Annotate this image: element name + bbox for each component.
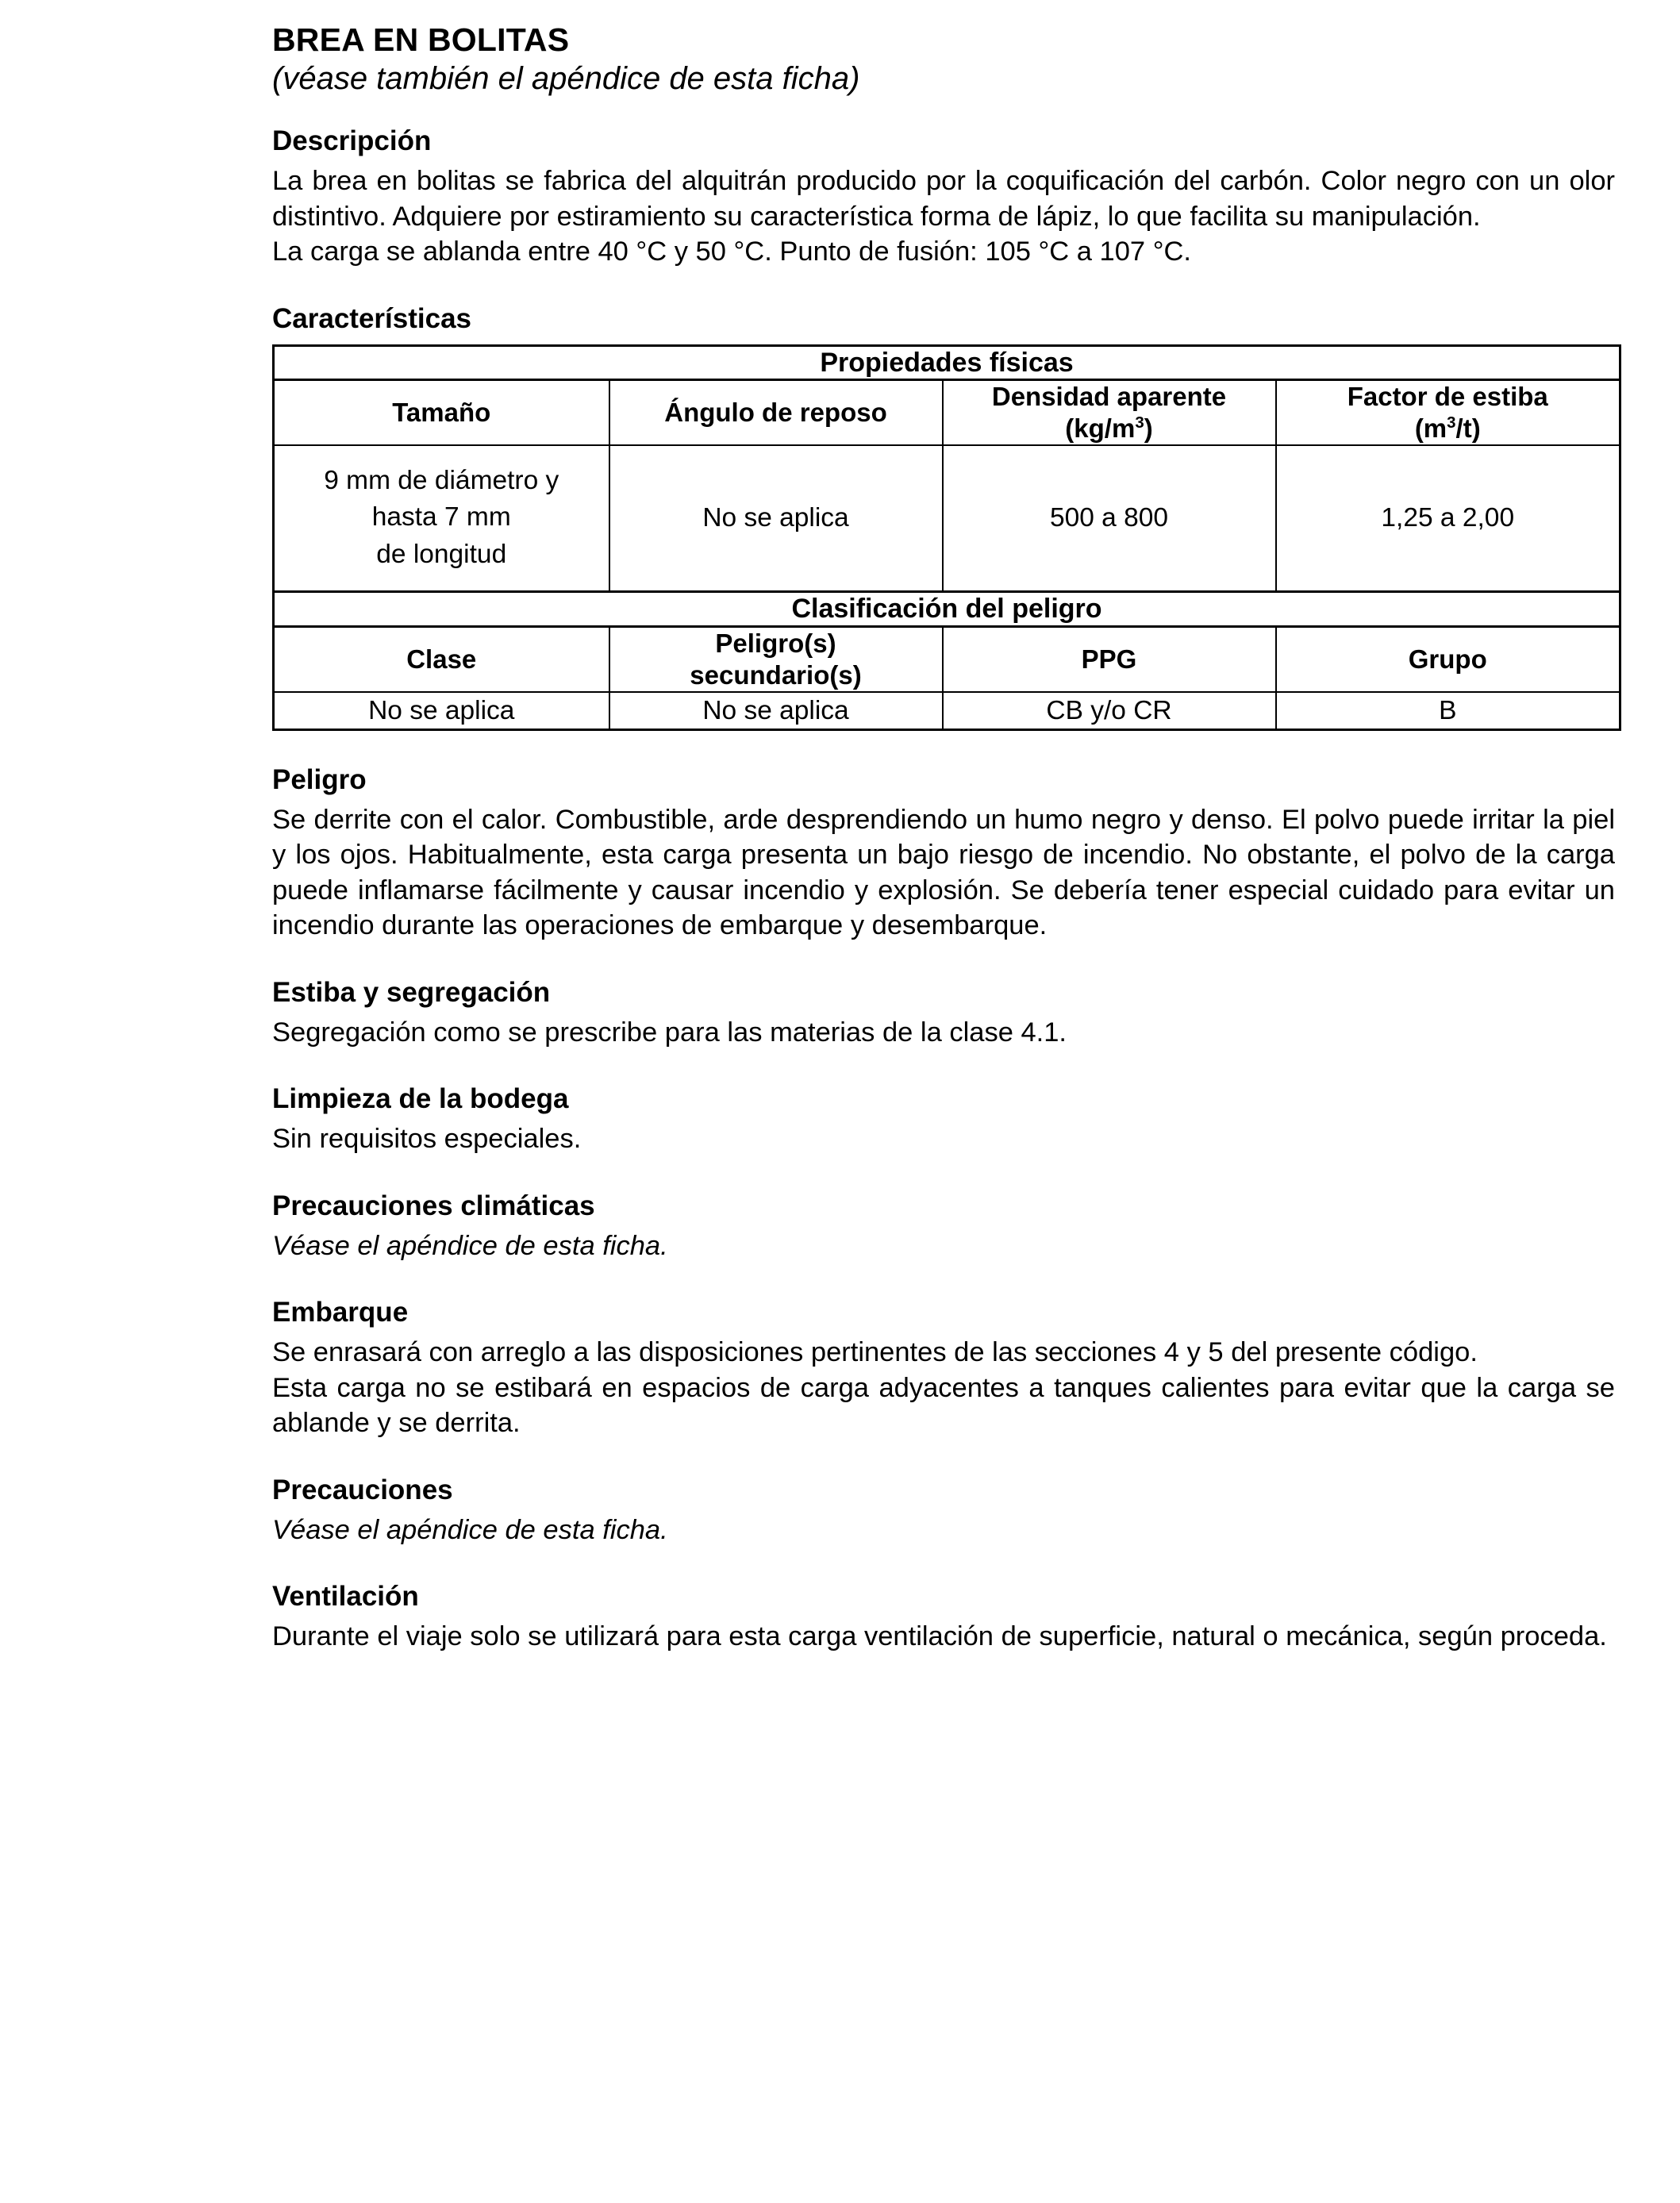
spacer [272,731,1615,763]
table-header-row-physical [274,380,1620,445]
header-peligros-line1: Peligro(s) [715,628,836,658]
value-tamano-line2: hasta 7 mm [371,502,511,532]
limpieza-bodega-paragraph-1: Sin requisitos especiales. [272,1124,582,1155]
heading-embarque: Embarque [272,1297,409,1328]
descripcion-paragraph-2: La carga se ablanda entre 40 °C y 50 °C. Punto de fusión: 105 °C a 107 °C. [272,236,1191,267]
header-factor-estiba [1276,380,1620,445]
header-grupo: Grupo [1276,626,1620,691]
value-angulo-reposo: No se aplica [609,445,943,591]
embarque-paragraph-1: Se enrasará con arreglo a las disposiciones pertinentes de las secciones 4 y 5 del presente código. [272,1337,1478,1368]
header-densidad-line1: Densidad aparente [991,382,1227,412]
heading-ventilacion: Ventilación [272,1581,419,1613]
densidad-unit-post: ) [1144,413,1153,444]
band-label-hazard: Clasificación del peligro [274,591,1620,626]
precauciones-climaticas-paragraph-1: Véase el apéndice de esta ficha. [272,1230,668,1261]
header-peligros-line2: secundario(s) [690,659,862,690]
value-tamano-line1: 9 mm de diámetro y [324,466,559,496]
section-precauciones-climaticas [272,1190,1615,1264]
descripcion-paragraph-1: La brea en bolitas se fabrica del alquitrán producido por la coquificación del carbón. Color negro con un olor distintivo. Adquiere por estiramiento su característica forma de lápiz, lo que facilita su manipulación. [272,166,1615,232]
section-limpieza-bodega [272,1082,1615,1157]
header-ppg: PPG [943,626,1276,691]
heading-caracteristicas: Características [272,302,471,334]
section-peligro [272,763,1615,944]
header-factor-units [1415,413,1481,443]
heading-descripcion: Descripción [272,125,432,157]
band-label-physical: Propiedades físicas [274,345,1620,380]
page-subtitle: (véase también el apéndice de esta ficha) [272,60,860,96]
value-tamano [274,445,609,591]
estiba-segregacion-paragraph-1: Segregación como se prescribe para las materias de la clase 4.1. [272,1017,1067,1048]
heading-limpieza-bodega: Limpieza de la bodega [272,1083,569,1115]
heading-estiba-segregacion: Estiba y segregación [272,976,551,1008]
value-grupo: B [1276,692,1620,730]
section-embarque [272,1296,1615,1441]
header-tamano: Tamaño [274,380,609,445]
precauciones-paragraph-1: Véase el apéndice de esta ficha. [272,1514,668,1545]
table-header-row-hazard [274,626,1620,691]
section-descripcion [272,125,1615,270]
section-precauciones [272,1474,1615,1548]
peligro-paragraph-1: Se derrite con el calor. Combustible, arde desprendiendo un humo negro y denso. El polvo puede irritar la piel y los ojos. Habitualmente, esta carga presenta un bajo riesgo de incendio. No obstante, el polvo de la carga puede inflamarse fácilmente y causar incendio y explosión. Se debería tener especial cuidado para evitar un incendio durante las operaciones de embarque y desembarque. [272,804,1615,941]
header-clase: Clase [274,626,609,691]
section-caracteristicas [272,302,1615,731]
characteristics-table [272,344,1621,731]
heading-precauciones-climaticas: Precauciones climáticas [272,1190,595,1221]
value-tamano-line3: de longitud [376,539,507,569]
heading-peligro: Peligro [272,763,367,795]
densidad-unit-pre: (kg/m [1065,413,1136,444]
section-ventilacion [272,1580,1615,1655]
value-clase: No se aplica [274,692,609,730]
embarque-paragraph-2: Esta carga no se estibará en espacios de carga adyacentes a tanques calientes para evitar que la carga se ablande y se derrita. [272,1372,1615,1439]
factor-unit-post: /t) [1455,413,1481,444]
value-densidad-aparente: 500 a 800 [943,445,1276,591]
value-peligros-secundarios: No se aplica [609,692,943,730]
factor-unit-sup: 3 [1447,413,1456,433]
section-estiba-segregacion [272,976,1615,1051]
table-value-row-physical [274,445,1620,591]
ventilacion-paragraph-1: Durante el viaje solo se utilizará para esta carga ventilación de superficie, natural o mecánica, según proceda. [272,1621,1607,1652]
table-band-row-physical [274,345,1620,380]
spacer [272,1157,1615,1190]
header-factor-line1: Factor de estiba [1347,382,1548,412]
table-value-row-hazard [274,692,1620,730]
spacer [272,1050,1615,1082]
table-band-row-hazard [274,591,1620,626]
value-factor-estiba: 1,25 a 2,00 [1276,445,1620,591]
header-densidad-aparente [943,380,1276,445]
value-ppg: CB y/o CR [943,692,1276,730]
spacer [272,1441,1615,1474]
spacer [272,1263,1615,1296]
spacer [272,1547,1615,1580]
document-content [272,22,1615,1655]
densidad-unit-sup: 3 [1135,413,1144,433]
header-densidad-units [1065,413,1152,443]
header-angulo-reposo: Ángulo de reposo [609,380,943,445]
spacer [272,944,1615,976]
header-peligros-secundarios [609,626,943,691]
page-title: BREA EN BOLITAS [272,21,570,58]
heading-precauciones: Precauciones [272,1474,453,1505]
spacer [272,270,1615,302]
factor-unit-pre: (m [1414,413,1447,444]
